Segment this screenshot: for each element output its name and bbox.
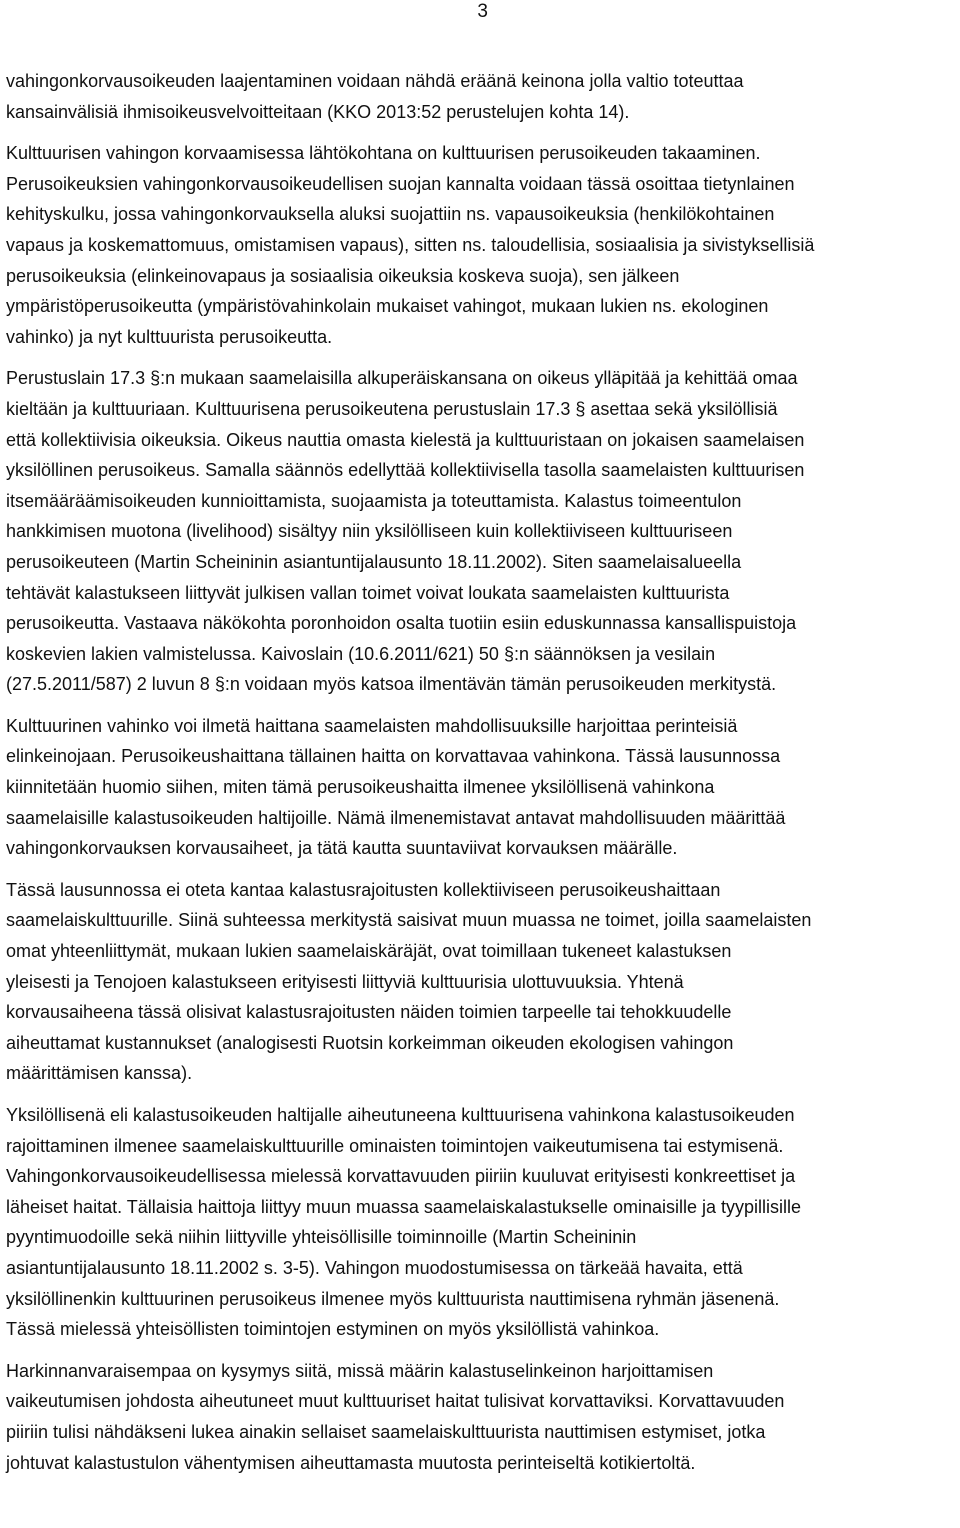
paragraph	[6, 711, 956, 864]
text-line: kehityskulku, jossa vahingonkorvauksella aluksi suojattiin ns. vapausoikeuksia (henkilökohtainen	[6, 204, 775, 225]
text-line: kiinnitetään huomio siihen, miten tämä perusoikeushaitta ilmenee yksilöllisenä vahinkona	[6, 777, 715, 798]
text-line: yksilöllinenkin kulttuurinen perusoikeus ilmenee myös kulttuurista nauttimisena ryhmän jäsenenä.	[6, 1288, 780, 1309]
paragraph-spacer	[6, 127, 956, 138]
text-line: Perusoikeuksien vahingonkorvausoikeudellisen suojan kannalta voidaan tässä osoittaa tietynlainen	[6, 173, 795, 194]
paragraph-spacer	[6, 1089, 956, 1100]
text-line: vahingonkorvauksen korvausaiheet, ja tätä kautta suuntaviivat korvauksen määrälle.	[6, 838, 678, 859]
paragraph-spacer	[6, 700, 956, 711]
text-line: vapaus ja koskemattomuus, omistamisen vapaus), sitten ns. taloudellisia, sosiaalisia ja sivistyksellisiä	[6, 234, 815, 255]
text-line: johtuvat kalastustulon vähentymisen aiheuttamasta muutosta perinteiseltä kotikiertoltä.	[6, 1452, 696, 1473]
text-line: kieltään ja kulttuuriaan. Kulttuurisena perusoikeutena perustuslain 17.3 § asettaa sekä yksilöllisiä	[6, 398, 778, 419]
text-line: saamelaiskulttuurille. Siinä suhteessa merkitystä saisivat muun muassa ne toimet, joilla saamelaisten	[6, 910, 812, 931]
text-line: koskevien lakien valmistelussa. Kaivoslain (10.6.2011/621) 50 §:n säännöksen ja vesilain	[6, 643, 716, 664]
text-line: että kollektiivisia oikeuksia. Oikeus nauttia omasta kielestä ja kulttuuristaan on jokaisen saamelaisen	[6, 429, 805, 450]
text-line: asiantuntijalausunto 18.11.2002 s. 3-5). Vahingon muodostumisessa on tärkeää havaita, että	[6, 1257, 743, 1278]
text-line: (27.5.2011/587) 2 luvun 8 §:n voidaan myös katsoa ilmentävän tämän perusoikeuden merkitystä.	[6, 674, 777, 695]
text-line: kansainvälisiä ihmisoikeusvelvoitteitaan (KKO 2013:52 perustelujen kohta 14).	[6, 101, 630, 122]
text-line: aiheuttamat kustannukset (analogisesti Ruotsin korkeimman oikeuden ekologisen vahingon	[6, 1032, 734, 1053]
text-line: hankkimisen muotona (livelihood) sisältyy niin yksilölliseen kuin kollektiiviseen kulttuuriseen	[6, 521, 733, 542]
paragraph	[6, 875, 956, 1089]
text-line: perusoikeuksia (elinkeinovapaus ja sosiaalisia oikeuksia koskeva suoja), sen jälkeen	[6, 265, 680, 286]
text-line: Yksilöllisenä eli kalastusoikeuden haltijalle aiheutuneena kulttuurisena vahinkona kalastusoikeuden	[6, 1105, 795, 1125]
text-line: Harkinnanvaraisempaa on kysymys siitä, missä määrin kalastuselinkeinon harjoittamisen	[6, 1360, 714, 1381]
text-line: perusoikeuteen (Martin Scheininin asiantuntijalausunto 18.11.2002). Siten saamelaisalueella	[6, 551, 742, 572]
paragraph	[6, 1100, 956, 1345]
text-line: tehtävät kalastukseen liittyvät julkisen vallan toimet voivat loukata saamelaisten kulttuurista	[6, 582, 730, 603]
text-line: itsemääräämisoikeuden kunnioittamista, suojaamista ja toteuttamista. Kalastus toimeentulon	[6, 490, 742, 511]
text-line: saamelaisille kalastusoikeuden haltijoille. Nämä ilmenemistavat antavat mahdollisuuden määrittää	[6, 807, 786, 828]
document-body	[6, 66, 956, 1478]
text-line: Vahingonkorvausoikeudellisessa mielessä korvattavuuden piiriin kuuluvat erityisesti konkreettiset ja	[6, 1166, 796, 1187]
text-line: omat yhteenliittymät, mukaan lukien saamelaiskäräjät, ovat toimillaan tukeneet kalastuksen	[6, 941, 732, 962]
text-line: Kulttuurisen vahingon korvaamisessa lähtökohtana on kulttuurisen perusoikeuden takaaminen.	[6, 143, 761, 164]
text-line: yleisesti ja Tenojoen kalastukseen erityisesti liittyviä kulttuurisia ulottuvuuksia. Yhtenä	[6, 971, 684, 992]
text-line: korvausaiheena tässä olisivat kalastusrajoitusten näiden toimien tarpeelle tai tehokkuudelle	[6, 1002, 732, 1023]
text-line: rajoittaminen ilmenee saamelaiskulttuurille ominaisten toimintojen vaikeutumisena tai estymisenä.	[6, 1135, 784, 1156]
page-number: 3	[477, 1, 488, 22]
text-line: piiriin tulisi nähdäkseni lukea ainakin sellaiset saamelaiskulttuurista nauttimisen estymiset, jotka	[6, 1421, 766, 1442]
text-line: vaikeutumisen johdosta aiheutuneet muut kulttuuriset haitat tulisivat korvattaviksi. Korvattavuuden	[6, 1391, 785, 1412]
text-line: määrittämisen kanssa).	[6, 1063, 193, 1084]
paragraph	[6, 1356, 956, 1478]
text-line: ympäristöperusoikeutta (ympäristövahinkolain mukaiset vahingot, mukaan lukien ns. ekologinen	[6, 296, 769, 317]
paragraph-spacer	[6, 352, 956, 363]
paragraph	[6, 363, 956, 700]
text-line: pyyntimuodoille sekä niihin liittyville yhteisöllisille toiminnoille (Martin Scheininin	[6, 1227, 637, 1248]
paragraph-spacer	[6, 864, 956, 875]
text-line: vahinko) ja nyt kulttuurista perusoikeutta.	[6, 326, 333, 347]
text-line: perusoikeutta. Vastaava näkökohta poronhoidon osalta tuotiin esiin eduskunnassa kansallispuistoja	[6, 613, 797, 634]
paragraph-spacer	[6, 1345, 956, 1356]
text-line: yksilöllinen perusoikeus. Samalla säännös edellyttää kollektiivisella tasolla saamelaisten kulttuurisen	[6, 460, 805, 481]
text-line: Kulttuurinen vahinko voi ilmetä haittana saamelaisten mahdollisuuksille harjoittaa perinteisiä	[6, 715, 738, 736]
paragraph	[6, 138, 956, 352]
text-line: Tässä mielessä yhteisöllisten toimintojen estyminen on myös yksilöllistä vahinkoa.	[6, 1319, 660, 1340]
text-line: Perustuslain 17.3 §:n mukaan saamelaisilla alkuperäiskansana on oikeus ylläpitää ja kehittää omaa	[6, 368, 798, 389]
text-line: läheiset haitat. Tällaisia haittoja liittyy muun muassa saamelaiskalastukselle ominaisille ja tyypillisille	[6, 1196, 802, 1217]
text-line: elinkeinojaan. Perusoikeushaittana tällainen haitta on korvattavaa vahinkona. Tässä lausunnossa	[6, 746, 781, 767]
text-line: Tässä lausunnossa ei oteta kantaa kalastusrajoitusten kollektiiviseen perusoikeushaittaan	[6, 879, 721, 900]
text-line: vahingonkorvausoikeuden laajentaminen voidaan nähdä eräänä keinona jolla valtio toteuttaa	[6, 71, 744, 91]
paragraph	[6, 66, 956, 127]
